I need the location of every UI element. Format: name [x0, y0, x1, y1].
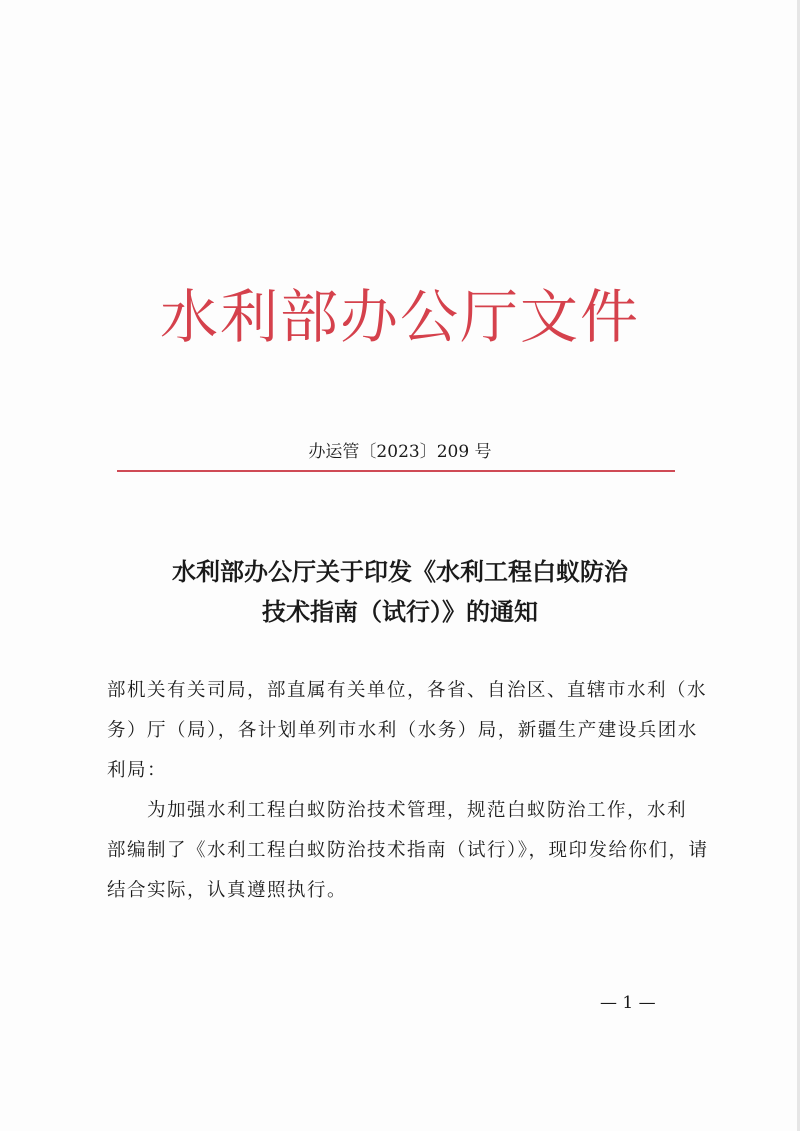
notice-title-line-2: 技术指南（试行）》的通知	[262, 597, 538, 626]
notice-title-line-1: 水利部办公厅关于印发《水利工程白蚁防治	[172, 557, 628, 586]
body-line: 部机关有关司局，部直属有关单位，各省、自治区、直辖市水利（水	[107, 680, 708, 701]
red-divider-line	[117, 470, 675, 472]
document-masthead: 水利部办公厅文件	[159, 283, 640, 351]
page-number: — 1 —	[600, 993, 656, 1013]
body-line: 为加强水利工程白蚁防治技术管理，规范白蚁防治工作，水利	[107, 800, 688, 821]
body-line: 利局：	[107, 760, 168, 781]
body-line: 务）厅（局），各计划单列市水利（水务）局，新疆生产建设兵团水	[107, 720, 698, 741]
document-number: 办运管〔2023〕209 号	[308, 442, 492, 462]
body-line: 结合实际，认真遵照执行。	[107, 880, 348, 901]
body-line: 部编制了《水利工程白蚁防治技术指南（试行）》，现印发给你们，请	[107, 840, 709, 861]
